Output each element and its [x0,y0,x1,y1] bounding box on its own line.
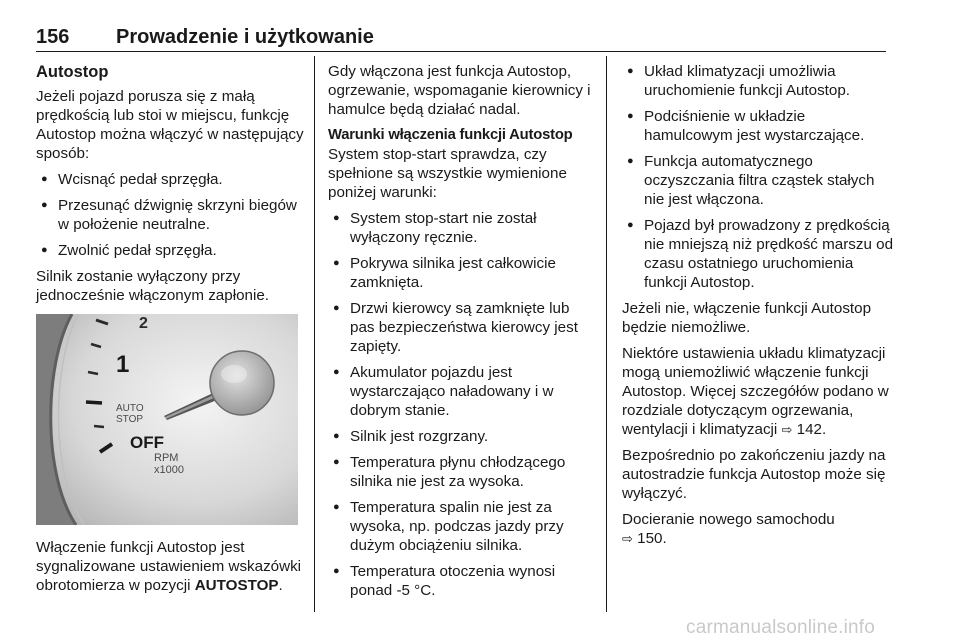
highway-paragraph: Bezpośrednio po zakończeniu jazdy na autostradzie funkcja Autostop może się wyłączyć. [622,447,886,502]
section-heading-autostop: Autostop [36,63,109,81]
figure-caption: Włączenie funkcji Autostop jest sygnalizowane ustawieniem wskazówki obrotomierza w pozycji AUTOSTOP. [36,539,302,594]
conditions-heading: Warunki włączenia funkcji Autostop [328,127,573,143]
list-item: ● Pokrywa silnika jest całkowicie zamknięta. [328,254,596,292]
list-item: ● Drzwi kierowcy są zamknięte lub pas bezpieczeństwa kierowcy jest zapięty. [328,299,596,356]
engine-off-paragraph: Silnik zostanie wyłączony przy jednocześnie włączonym zapłonie. [36,268,270,304]
gauge-label-auto: AUTO [116,403,144,414]
gauge-label-rpm: RPM [154,452,179,464]
chapter-title: Prowadzenie i użytkowanie [116,26,374,48]
list-item: ● Temperatura spalin nie jest za wysoka, np. podczas jazdy przy dużym obciążeniu silnika. [328,498,596,555]
list-item: ● Przesunąć dźwignię skrzyni biegów w położenie neutralne. [36,196,304,234]
column-2 [328,62,596,607]
gauge-label-x1000: x1000 [154,464,184,476]
list-item: ● Podciśnienie w układzie hamulcowym jest wystarczające. [622,107,894,145]
list-item: ● Silnik jest rozgrzany. [328,427,596,446]
breaking-in-paragraph: Docieranie nowego samochodu ⇨ 150. [622,511,835,547]
intro-paragraph: Jeżeli pojazd porusza się z małą prędkością lub stoi w miejscu, funkcję Autostop można włączyć w następujący sposób: [36,88,304,162]
page-number: 156 [36,26,70,48]
list-item: ● Temperatura otoczenia wynosi ponad -5 °C. [328,562,596,600]
gauge-label-stop: STOP [116,414,144,425]
list-item: ● Wcisnąć pedał sprzęgła. [36,170,304,189]
list-item: ● Zwolnić pedał sprzęgła. [36,241,304,260]
column-divider-2 [606,56,607,612]
list-item: ● Funkcja automatycznego oczyszczania filtra cząstek stałych nie jest włączona. [622,152,894,209]
list-item: ● Akumulator pojazdu jest wystarczająco naładowany i w dobrym stanie. [328,363,596,420]
activation-steps-list [36,170,304,260]
page-reference-arrow-icon: ⇨ [781,422,793,437]
not-possible-paragraph: Jeżeli nie, włączenie funkcji Autostop będzie niemożliwe. [622,300,872,336]
autostop-active-paragraph: Gdy włączona jest funkcja Autostop, ogrzewanie, wspomaganie kierownicy i hamulce będą działać nadal. [328,63,591,118]
climate-settings-paragraph: Niektóre ustawienia układu klimatyzacji mogą uniemożliwić włączenie funkcji Autostop. Więcej szczegółów podano w rozdziale dotyczącym ogrzewania, wentylacji i klimatyzacji ⇨ 142. [622,345,889,438]
column-divider-1 [314,56,315,612]
list-item: ● Temperatura płynu chłodzącego silnika nie jest za wysoka. [328,453,596,491]
conditions-list-continued [622,62,894,292]
column-3 [622,62,894,555]
column-1 [36,62,304,602]
gauge-label-off: OFF [130,433,164,452]
tick-mark [94,426,104,427]
conditions-list [328,209,596,600]
gauge-label-1: 1 [116,351,130,378]
header-rule [36,51,886,52]
list-item: ● Pojazd był prowadzony z prędkością nie mniejszą niż prędkość marszu od czasu ostatniego uruchomienia funkcji Autostop. [622,216,894,292]
page-header [36,26,886,52]
page-reference-arrow-icon: ⇨ [622,531,633,546]
needle-hub [210,351,274,415]
list-item: ● System stop-start nie został wyłączony ręcznie. [328,209,596,247]
tachometer-figure [36,314,298,525]
watermark: carmanualsonline.info [686,617,876,638]
list-item: ● Układ klimatyzacji umożliwia uruchomienie funkcji Autostop. [622,62,894,100]
conditions-intro: System stop-start sprawdza, czy spełnione są wszystkie wymienione poniżej warunki: [328,146,567,201]
tick-mark [86,402,102,403]
gauge-label-2: 2 [139,315,148,332]
